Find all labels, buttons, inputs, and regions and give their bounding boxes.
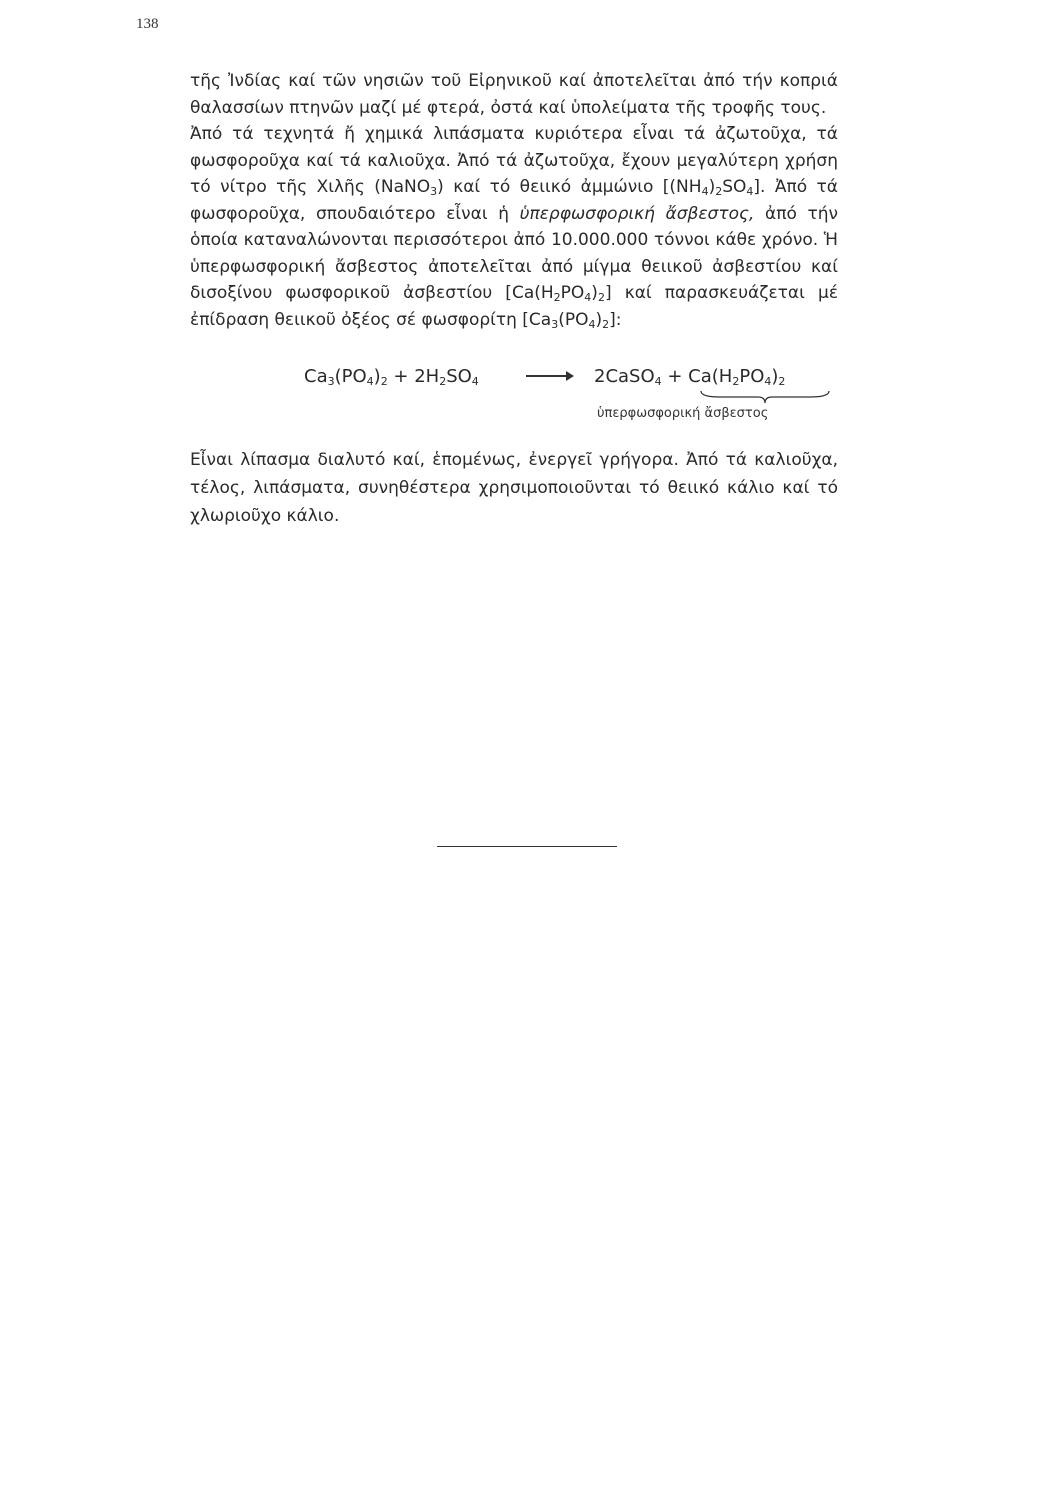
- underbrace: [700, 390, 830, 404]
- section-end-rule: [437, 846, 617, 847]
- page-number: 138: [136, 16, 159, 32]
- emphasis-superphosphate: ὑπερφωσφορική ἄσβεστος,: [519, 203, 755, 224]
- paragraph-1: τῆς Ἰνδίας καί τῶν νησιῶν τοῦ Εἰρηνικοῦ καί ἀποτελεῖται ἀπό τήν κοπριά θαλασσίων πτηνῶν μαζί μέ φτερά, ὀστά καί ὑπολείματα τῆς τροφῆς τους.: [190, 71, 838, 118]
- equation-reactants: $Ca_3(PO_4)_2 + 2H_2SO_4$: [304, 366, 479, 388]
- paragraph-3: Εἶναι λίπασμα διαλυτό καί, ἑπομένως, ἐνεργεῖ γρήγορα. Ἀπό τά καλιοῦχα, τέλος, λιπάσματα, συνηθέστερα χρησιμοποιοῦνται τό θειικό κάλιο καί τό χλωριοῦχο κάλιο.: [190, 450, 838, 526]
- equation-products: 2CaSO$_4$ + $Ca(H_2PO_4)_2$: [594, 366, 786, 388]
- reaction-arrow: [526, 375, 572, 377]
- underbrace-label: ὑπερφωσφορική ἄσβεστος: [597, 406, 769, 421]
- main-text: [190, 68, 838, 333]
- paragraph-2: Ἀπό τά τεχνητά ἤ χημικά λιπάσματα κυριότερα εἶναι τά ἀζωτοῦχα, τά φωσφοροῦχα καί τά καλιοῦχα. Ἀπό τά ἀζωτοῦχα, ἔχουν μεγαλύτερη χρήση τό νίτρο τῆς Χιλῆς (NaNO$_3$) καί τό θειικό ἀμμώνιο $[(NH_4)_2SO_4]$. Ἀπό τά φωσφοροῦχα, σπουδαιότερο εἶναι ἡ ὑπερφωσφορική ἄσβεστος, ἀπό τήν ὁποία καταναλώνονται περισσότεροι ἀπό 10.000.000 τόννοι κάθε χρόνο. Ἡ ὑπερφωσφορική ἄσβεστος ἀποτελεῖται ἀπό μίγμα θειικοῦ ἀσβεστίου καί δισοξίνου φωσφορικοῦ ἀσβεστίου $[Ca(H_2PO_4)_2]$ καί παρασκευάζεται μέ ἐπίδραση θειικοῦ ὀξέος σέ φωσφορίτη $[Ca_3(PO_4)_2]$:: [190, 124, 839, 331]
- closing-text: [190, 446, 838, 530]
- chemical-equation: [304, 366, 864, 426]
